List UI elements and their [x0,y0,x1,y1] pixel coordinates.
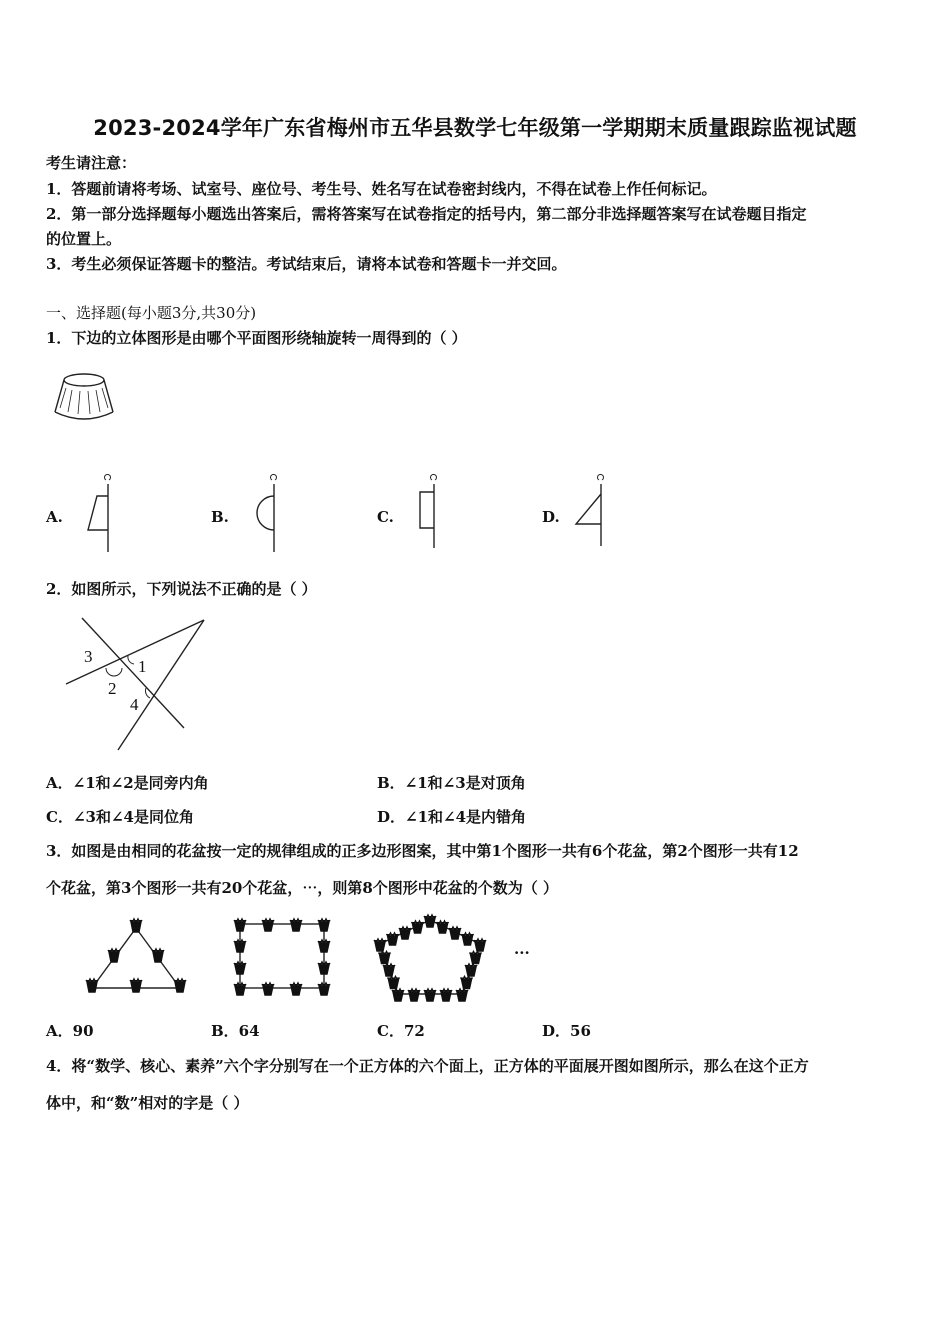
notice-item: 3．考生必须保证答题卡的整洁。考试结束后，请将本试卷和答题卡一并交回。 [46,255,567,273]
flowerpot-icon [234,983,246,995]
q1-option-d[interactable]: D. [542,508,560,526]
flowerpot-icon [470,952,482,964]
flowerpot-icon [412,921,424,933]
flowerpot-icon [318,919,330,931]
notice-item: 的位置上。 [46,230,122,248]
q1-option-d-figure [572,476,612,554]
flowerpot-icon [318,983,330,995]
flowerpot-icon [387,933,399,945]
angle-label-4: 4 [130,695,139,714]
q1-option-b[interactable]: B. [211,508,229,526]
q1-option-a[interactable]: A. [46,508,63,526]
flowerpot-icon [440,989,452,1001]
flowerpot-pentagon-figure [372,910,492,1006]
q3-stem-line2: 个花盆，第3个图形一共有20个花盆，⋯，则第8个图形中花盆的个数为（ ） [46,879,558,897]
flowerpot-icon [379,952,391,964]
flowerpot-icon [461,977,473,989]
flowerpot-icon [465,964,477,976]
flowerpot-icon [262,983,274,995]
q2-option-c[interactable]: C．∠3和∠4是同位角 [46,808,194,826]
flowerpot-triangle-figure [84,916,194,1000]
q2-option-a[interactable]: A．∠1和∠2是同旁内角 [46,774,209,792]
q3-option-c[interactable]: C．72 [377,1022,425,1040]
flowerpot-icon [399,927,411,939]
angle-label-3: 3 [84,647,93,666]
q1-option-c[interactable]: C. [377,508,394,526]
flowerpot-icon [290,983,302,995]
angle-label-1: 1 [138,657,147,676]
flowerpot-square-figure [228,912,338,1000]
frustum-figure [50,368,120,428]
flowerpot-icon [437,921,449,933]
q4-stem-line2: 体中，和“数”相对的字是（ ） [46,1094,249,1112]
notice-item: 1．答题前请将考场、试室号、座位号、考生号、姓名写在试卷密封线内，不得在试卷上作任何标记。 [46,180,717,198]
q2-option-d[interactable]: D．∠1和∠4是内错角 [377,808,527,826]
flowerpot-icon [262,919,274,931]
flowerpot-icon [290,919,302,931]
notice-heading: 考生请注意： [46,154,137,172]
flowerpot-icon [388,977,400,989]
flowerpot-icon [318,962,330,974]
flowerpot-icon [318,940,330,952]
flowerpot-icon [424,915,436,927]
flowerpot-icon [234,962,246,974]
angle-label-2: 2 [108,679,117,698]
flowerpot-icon [456,989,468,1001]
q3-option-d[interactable]: D．56 [542,1022,591,1040]
intersecting-lines-figure [58,616,208,754]
flowerpot-icon [449,927,461,939]
flowerpot-icon [234,919,246,931]
flowerpot-icon [374,939,386,951]
q1-option-b-figure [254,476,294,554]
flowerpot-icon [474,939,486,951]
q4-stem-line1: 4．将“数学、核心、素养”六个字分别写在一个正方体的六个面上，正方体的平面展开图如图所示，那么在这个正方 [46,1057,809,1075]
flowerpot-icon [392,989,404,1001]
q3-stem-line1: 3．如图是由相同的花盆按一定的规律组成的正多边形图案，其中第1个图形一共有6个花盆，第2个图形一共有12 [46,842,799,860]
q1-option-a-figure [80,476,120,554]
notice-item: 2．第一部分选择题每小题选出答案后，需将答案写在试卷指定的括号内，第二部分非选择题答案写在试卷题目指定 [46,205,807,223]
flowerpot-icon [462,933,474,945]
q3-option-a[interactable]: A．90 [46,1022,94,1040]
q3-option-b[interactable]: B．64 [211,1022,260,1040]
flowerpot-icon [234,940,246,952]
q2-stem: 2．如图所示，下列说法不正确的是（ ） [46,580,317,598]
q2-option-b[interactable]: B．∠1和∠3是对顶角 [377,774,526,792]
flowerpot-icon [383,964,395,976]
q1-stem: 1．下边的立体图形是由哪个平面图形绕轴旋转一周得到的（ ） [46,329,467,347]
page-title: 2023-2024学年广东省梅州市五华县数学七年级第一学期期末质量跟踪监视试题 [93,116,857,140]
flowerpot-icon [408,989,420,1001]
q1-option-c-figure [412,476,452,554]
flowerpot-icon [424,989,436,1001]
sequence-ellipsis: ... [514,940,530,958]
section-heading: 一、选择题(每小题3分,共30分) [46,304,257,322]
